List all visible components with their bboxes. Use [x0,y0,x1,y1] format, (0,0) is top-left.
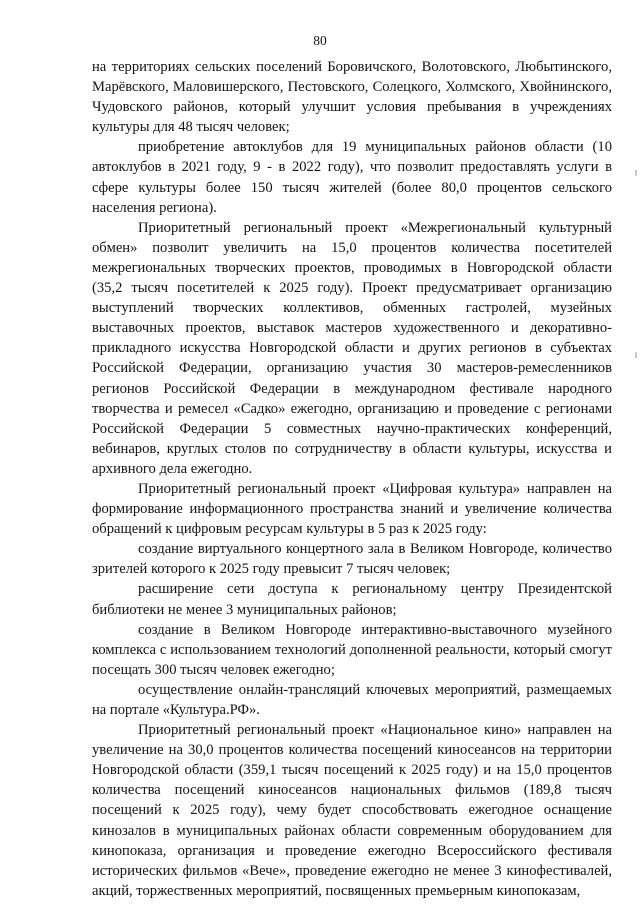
scan-edge-mark [635,170,637,176]
paragraph-virtual-concert-hall: создание виртуального концертного зала в Великом Новгороде, количество зрителей которого к 2025 году превысит 7 тысяч человек; [92,541,612,578]
scan-edge-mark [635,352,637,358]
paragraph-interregional-exchange: Приоритетный региональный проект «Межрегиональный культурный обмен» позволит увеличить на 15,0 процентов количества посетителей межрегиональных творческих проектов, проводимых в Новгородской области (35,2 тысяч посетителей к 2025 году). Проект предусматривает организацию выступлений творческих коллективов, обменных гастролей, музейных выставочных проектов, выставок мастеров художественного и декоративно-прикладного искусства Новгородской области и других регионов в субъектах Российской Федерации, организацию участия 30 мастеров-ремесленников регионов Российской Федерации в международном фестивале народного творчества и ремесел «Садко» ежегодно, организацию и проведение с регионами Российской Федерации 5 совместных научно-практических конференций, вебинаров, круглых столов по сотрудничеству в области культуры, искусства и архивного дела ежегодно. [92,219,612,477]
paragraph-digital-culture: Приоритетный региональный проект «Цифровая культура» направлен на формирование информационного пространства знаний и увеличение количества обращений к цифровым ресурсам культуры в 5 раз к 2025 году: [92,480,612,538]
document-body [92,57,612,901]
paragraph-national-cinema: Приоритетный региональный проект «Национальное кино» направлен на увеличение на 30,0 процентов количества посещений киносеансов на территории Новгородской области (359,1 тысяч посещений к 2025 году) и на 15,0 процентов количества посещений киносеансов национальных фильмов (189,8 тысяч посещений к 2025 году), чему будет способствовать ежегодное оснащение кинозалов в муниципальных районах области современным оборудованием для кинопоказа, организация и проведение ежегодно Всероссийского фестиваля исторических фильмов «Вече», проведение ежегодно не менее 3 кинофестивалей, акций, торжественных мероприятий, посвященных премьерным кинопоказам, [92,722,612,899]
paragraph-rural-settlements: на территориях сельских поселений Боровичского, Волотовского, Любытинского, Марёвского, Маловишерского, Пестовского, Солецкого, Холмского, Хвойнинского, Чудовского районов, который улучшит условия пребывания в учреждениях культуры для 48 тысяч человек; [92,59,612,136]
page-number: 80 [313,33,327,48]
paragraph-online-broadcasts: осуществление онлайн-трансляций ключевых мероприятий, размещаемых на портале «Культура.РФ». [92,681,612,718]
paragraph-presidential-library: расширение сети доступа к региональному центру Президентской библиотеки не менее 3 муниципальных районов; [92,581,612,618]
paragraph-interactive-museum: создание в Великом Новгороде интерактивно-выставочного музейного комплекса с использованием технологий дополненной реальности, который смогут посещать 300 тысяч человек ежегодно; [92,621,612,678]
paragraph-autoclubs: приобретение автоклубов для 19 муниципальных районов области (10 автоклубов в 2021 году, 9 - в 2022 году), что позволит предоставлять услуги в сфере культуры более 150 тысяч жителей (более 80,0 процентов сельского населения региона). [92,139,612,216]
